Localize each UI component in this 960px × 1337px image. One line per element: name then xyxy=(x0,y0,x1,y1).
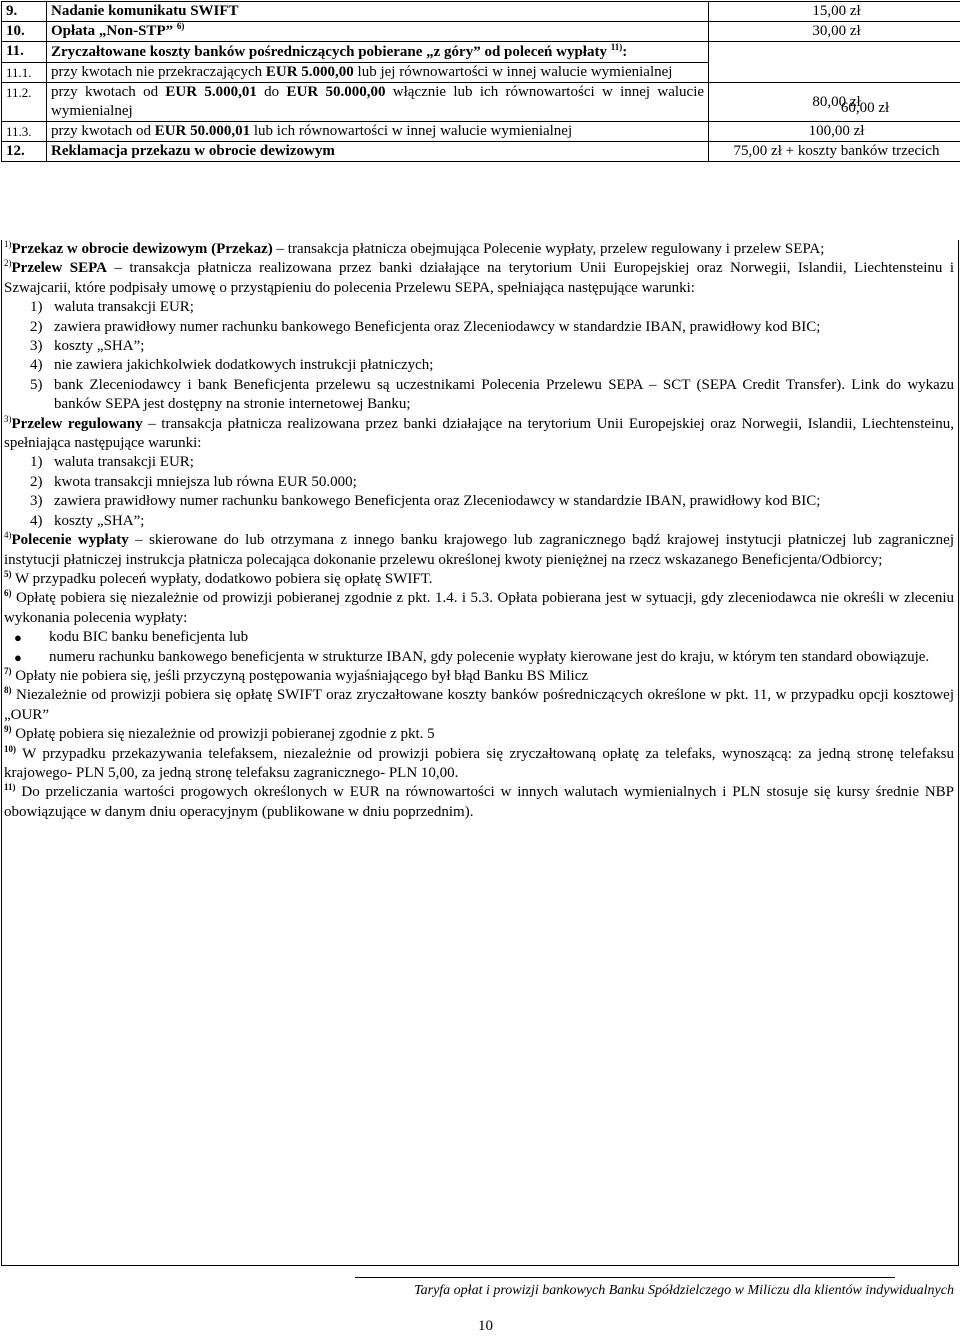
row-number: 11.2. xyxy=(2,83,47,122)
row-description: Nadanie komunikatu SWIFT xyxy=(47,2,709,22)
note-6: $^{6)}$ Opłatę pobiera się niezależnie od prowizji pobieranej zgodnie z pkt. 1.4. i 5.3. Opłata pobierana jest w sytuacji, gdy zleceniodawca nie określi w zleceniu wykonania polecenia wypłaty: xyxy=(4,588,955,626)
row-description: Reklamacja przekazu w obrocie dewizowym xyxy=(47,142,709,162)
list-item: 3) koszty „SHA”; xyxy=(30,338,145,355)
bullet-item: ● numeru rachunku bankowego beneficjenta w strukturze IBAN, gdy polecenie wypłaty kierowane jest do kraju, w którym ten standard obowiązuje. xyxy=(4,648,954,667)
table-row xyxy=(2,2,960,22)
row-description: Zryczałtowane koszty banków pośredniczących pobierane „z góry” od poleceń wypłaty $^{11)}$: xyxy=(47,42,709,63)
list-item: 4) koszty „SHA”; xyxy=(30,512,145,529)
note-10: $^{10)}$ W przypadku przekazywania telefaksem, niezależnie od prowizji pobiera się zryczałtowaną opłatę za telefaks, wynoszącą: za jedną stronę telefaksu krajowego- PLN 5,00, za jedną stronę telefaksu zagranicznego- PLN 10,00. xyxy=(4,743,954,781)
note-11: $^{11)}$ Do przeliczania wartości progowych określonych w EUR na równowartości w innych walutach wymienialnych i PLN stosuje się kursy średnie NBP obowiązujące w danym dniu operacyjnym (publikowane w dniu poprzednim). xyxy=(4,782,955,820)
note-7: $^{7)}$ Opłaty nie pobiera się, jeśli przyczyną postępowania wyjaśniającego był błąd Banku BS Milicz xyxy=(4,665,589,684)
row-description: przy kwotach od EUR 50.000,01 lub ich równowartości w innej walucie wymienialnej xyxy=(47,122,709,142)
row-number: 12. xyxy=(2,142,47,162)
row-description: przy kwotach nie przekraczających EUR 5.000,00 lub jej równowartości w innej walucie wymienialnej xyxy=(47,63,709,83)
list-item: 3) zawiera prawidłowy numer rachunku bankowego Beneficjenta oraz Zleceniodawcy w standardzie IBAN, prawidłowy kod BIC; xyxy=(30,493,821,510)
row-amount: 75,00 zł + koszty banków trzecich xyxy=(709,142,960,162)
bullet-icon: ● xyxy=(14,630,22,646)
note-5: $^{5)}$ W przypadku poleceń wypłaty, dodatkowo pobiera się opłatę SWIFT. xyxy=(4,568,433,587)
footnotes xyxy=(4,240,954,822)
row-number: 11. xyxy=(2,42,47,63)
list-item: 1) waluta transakcji EUR; xyxy=(30,299,194,316)
fee-table xyxy=(1,1,960,162)
footer-divider xyxy=(355,1277,895,1278)
note-9: $^{9)}$ Opłatę pobiera się niezależnie od prowizji pobieranej zgodnie z pkt. 5 xyxy=(4,724,435,743)
row-description: przy kwotach od EUR 5.000,01 do EUR 50.000,00 włącznie lub ich równowartości w innej walucie wymienialnej xyxy=(47,83,709,122)
footer-title: Taryfa opłat i prowizji bankowych Banku Spółdzielczego w Miliczu dla klientów indywidualnych xyxy=(414,1283,954,1298)
row-number: 9. xyxy=(2,2,47,22)
table-row xyxy=(2,42,960,63)
list-item: 2) zawiera prawidłowy numer rachunku bankowego Beneficjenta oraz Zleceniodawcy w standardzie IBAN, prawidłowy kod BIC; xyxy=(30,318,821,335)
bullet-item: ● kodu BIC banku beneficjenta lub xyxy=(4,628,954,647)
note-2: $^{2)}$Przelew SEPA – transakcja płatnicza realizowana przez banki działające na terytorium Unii Europejskiej oraz Norwegii, Islandii, Liechtensteinu i Szwajcarii, które podpisały umowę o przystąpieniu do polecenia Przelewu SEPA, spełniająca następujące warunki: xyxy=(4,258,954,296)
row-amount xyxy=(709,42,960,83)
list-item: 1) waluta transakcji EUR; xyxy=(30,454,194,471)
list-item: 5) bank Zleceniodawcy i bank Beneficjenta przelewu są uczestnikami Polecenia Przelewu SEPA – SCT (SEPA Credit Transfer). Link do wykazu banków SEPA jest dostępny na stronie internetowej Banku; xyxy=(30,376,954,413)
row-number: 11.1. xyxy=(2,63,47,83)
note-3: $^{3)}$Przelew regulowany – transakcja płatnicza realizowana przez banki działające na terytorium Unii Europejskiej oraz Norwegii, Islandii, Liechtensteinu, spełniająca następujące warunki: xyxy=(4,413,954,452)
bullet-icon: ● xyxy=(14,649,22,665)
row-number: 11.3. xyxy=(2,122,47,142)
list-item: 2) kwota transakcji mniejsza lub równa EUR 50.000; xyxy=(30,473,357,490)
amount-11-1: 60,00 zł xyxy=(840,100,890,116)
table-row xyxy=(2,22,960,42)
row-amount: 30,00 zł xyxy=(709,22,960,42)
note-8: $^{8)}$ Niezależnie od prowizji pobiera się opłatę SWIFT oraz zryczałtowane koszty banków pośredniczących określone w pkt. 11, w przypadku opcji kosztowej „OUR” xyxy=(4,685,955,723)
note-1: $^{1)}$Przekaz w obrocie dewizowym (Przekaz) – transakcja płatnicza obejmująca Polecenie wypłaty, przelew regulowany i przelew SEPA; xyxy=(4,239,825,257)
row-amount: 100,00 zł xyxy=(709,122,960,142)
page-number: 10 xyxy=(478,1318,493,1334)
note-4: $^{4)}$Polecenie wypłaty – skierowane do lub otrzymana z innego banku krajowego lub zagranicznego bądź krajowej instytucji płatniczej lub zagranicznej instytucji płatniczej instrukcja płatnicza polecająca dokonanie przelewu określonej kwoty pieniężnej na rzecz wskazanego Beneficjenta/Odbiorcy; xyxy=(4,530,954,568)
row-description: Opłata „Non-STP” $^{6)}$ xyxy=(47,22,709,42)
table-row xyxy=(2,122,960,142)
row-amount: 80,00 zł xyxy=(709,83,960,122)
table-row xyxy=(2,142,960,162)
row-number: 10. xyxy=(2,22,47,42)
row-amount: 15,00 zł xyxy=(709,2,960,22)
list-item: 4) nie zawiera jakichkolwiek dodatkowych instrukcji płatniczych; xyxy=(30,357,434,374)
